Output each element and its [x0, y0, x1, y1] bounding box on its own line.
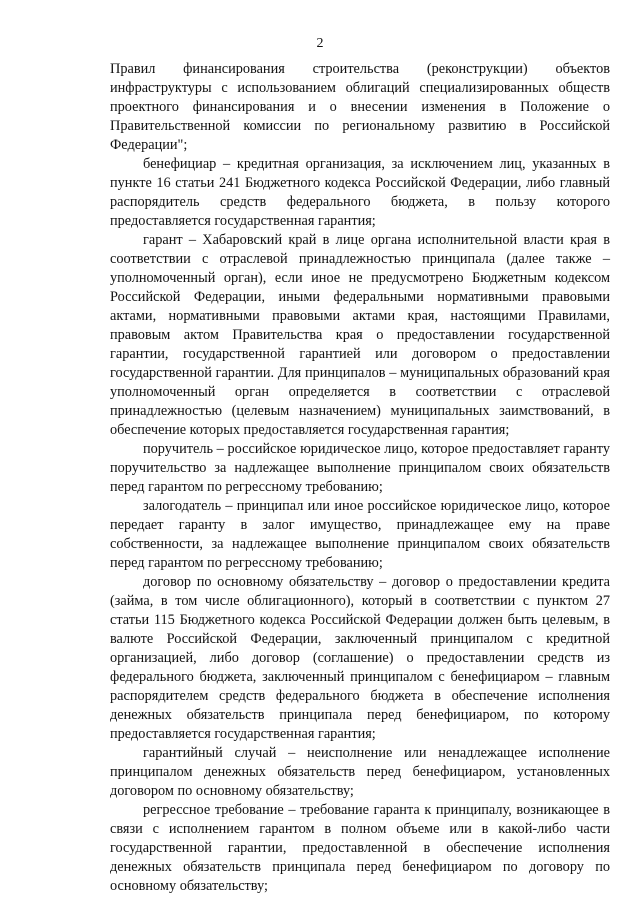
paragraph-beneficiary-definition: бенефициар – кредитная организация, за исключением лиц, указанных в пункте 16 статьи 241 Бюджетного кодекса Российской Федерации, либо главный распорядитель средств федерального бюджета, в пользу которого предоставляется государственная гарантия; [110, 156, 610, 229]
page-number: 2 [316, 36, 324, 51]
paragraph-guarantor-definition: гарант – Хабаровский край в лице органа исполнительной власти края в соответствии с отраслевой принадлежностью принципала (далее также – уполномоченный орган), если иное не предусмотрено Бюджетным кодексом Российской Федерации, иными федеральными нормативными правовыми актами, нормативными правовыми актами края, настоящими Правилами, правовым актом Правительства края о предоставлении государственной гарантии, государственной гарантией или договором о предоставлении государственной гарантии. Для принципалов – муниципальных образований края уполномоченный орган определяется в соответствии с отраслевой принадлежностью (целевым назначением) муниципальных заимствований, в обеспечение которых предоставляется государственная гарантия; [110, 232, 610, 438]
paragraph-guarantee-event-definition: гарантийный случай – неисполнение или ненадлежащее исполнение принципалом денежных обязательств перед бенефициаром, установленных договором по основному обязательству; [110, 745, 610, 799]
paragraph-continuation: Правил финансирования строительства (реконструкции) объектов инфраструктуры с использованием облигаций специализированных обществ проектного финансирования и о внесении изменения в Положение о Правительственной комиссии по региональному развитию в Российской Федерации"; [110, 61, 610, 153]
document-body [110, 60, 610, 896]
paragraph-pledgor-definition: залогодатель – принципал или иное российское юридическое лицо, которое передает гаранту в залог имущество, принадлежащее ему на праве собственности, за надлежащее выполнение принципалом своих обязательств перед гарантом по регрессному требованию; [110, 498, 610, 571]
paragraph-recourse-claim-definition: регрессное требование – требование гаранта к принципалу, возникающее в связи с исполнением гарантом в полном объеме или в какой-либо части государственной гарантии, предоставленной в обеспечение исполнения денежных обязательств принципала перед бенефициаром по договору по основному обязательству; [110, 802, 610, 894]
paragraph-main-obligation-contract-definition: договор по основному обязательству – договор о предоставлении кредита (займа, в том числе облигационного), который в соответствии с пунктом 27 статьи 115 Бюджетного кодекса Российской Федерации должен быть целевым, в валюте Российской Федерации, заключенный принципалом с кредитной организацией, либо договор (соглашение) о предоставлении средств из федерального бюджета, заключенный принципалом с бенефициаром – главным распорядителем средств федерального бюджета в обеспечение исполнения денежных обязательств принципала перед бенефициаром, по которому предоставляется государственная гарантия; [110, 574, 610, 742]
paragraph-surety-definition: поручитель – российское юридическое лицо, которое предоставляет гаранту поручительство за надлежащее выполнение принципалом своих обязательств перед гарантом по регрессному требованию; [110, 441, 610, 495]
